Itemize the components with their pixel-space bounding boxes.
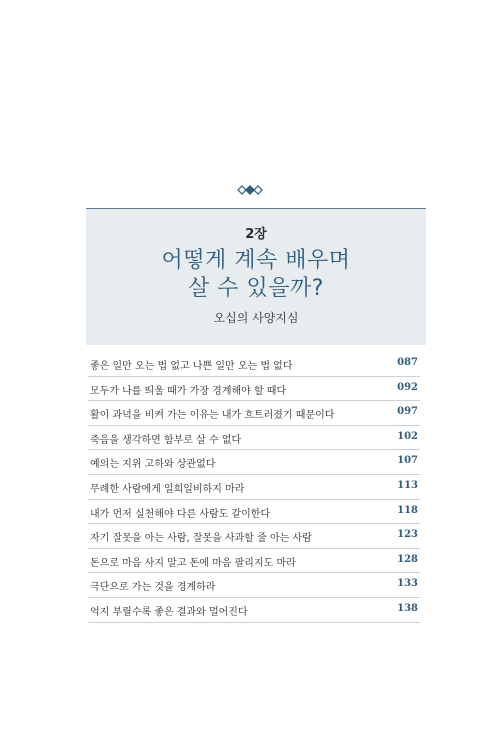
chapter-title-line-1: 어떻게 계속 배우며 [161,248,351,273]
toc-entry-title: 활이 과녁을 비켜 가는 이유는 내가 흐트러졌기 때문이다 [90,410,335,422]
toc-entry-title: 무례한 사람에게 일희일비하지 마라 [90,483,245,495]
toc-entry-page: 123 [397,529,418,541]
toc-entry-title: 자기 잘못을 아는 사람, 잘못을 사과할 줄 아는 사람 [90,533,312,545]
toc-entry[interactable] [88,524,420,549]
toc-entry-page: 092 [397,381,418,393]
toc-entry[interactable] [88,549,420,574]
toc-entry[interactable] [88,401,420,426]
toc-entry[interactable] [88,450,420,475]
toc-entry-page: 102 [397,430,418,442]
toc-entry-page: 128 [397,553,418,565]
toc-entry[interactable] [88,426,420,451]
diamond-ornament-icon [0,183,500,197]
toc-entry-page: 138 [397,602,418,614]
toc-entry[interactable] [88,500,420,525]
chapter-title [86,247,426,303]
toc-entry-title: 내가 먼저 실천해야 다른 사람도 같이한다 [90,508,271,520]
toc-entry-title: 좋은 일만 오는 법 없고 나쁜 일만 오는 법 없다 [90,361,293,372]
toc-entry-page: 118 [397,504,418,516]
toc-entry-page: 087 [397,357,418,368]
toc-entry-page: 107 [397,455,418,467]
chapter-number: 2장 [245,227,267,242]
toc-entry-page: 133 [397,578,418,590]
toc-entry-title: 억지 부릴수록 좋은 결과와 멀어진다 [90,606,248,618]
toc-entry[interactable] [88,475,420,500]
toc-entry-page: 113 [397,479,418,491]
toc-entry-title: 예의는 지위 고하와 상관없다 [90,459,216,471]
toc-entry[interactable] [88,573,420,598]
toc-entry-title: 극단으로 가는 것을 경계하라 [90,582,216,594]
toc-entry[interactable] [88,377,420,402]
chapter-title-line-2: 살 수 있을까? [188,276,324,301]
chapter-header [86,208,426,345]
toc-entry-title: 죽음을 생각하면 함부로 살 수 없다 [90,434,242,446]
toc-entry-page: 097 [397,406,418,418]
table-of-contents [88,352,420,623]
chapter-subtitle: 오십의 사양지심 [213,311,299,325]
toc-entry-title: 돈으로 마음 사지 말고 돈에 마음 팔리지도 마라 [90,557,296,569]
toc-entry[interactable] [88,598,420,623]
toc-entry[interactable] [88,352,420,377]
toc-entry-title: 모두가 나를 띄울 때가 가장 경계해야 할 때다 [90,385,287,397]
